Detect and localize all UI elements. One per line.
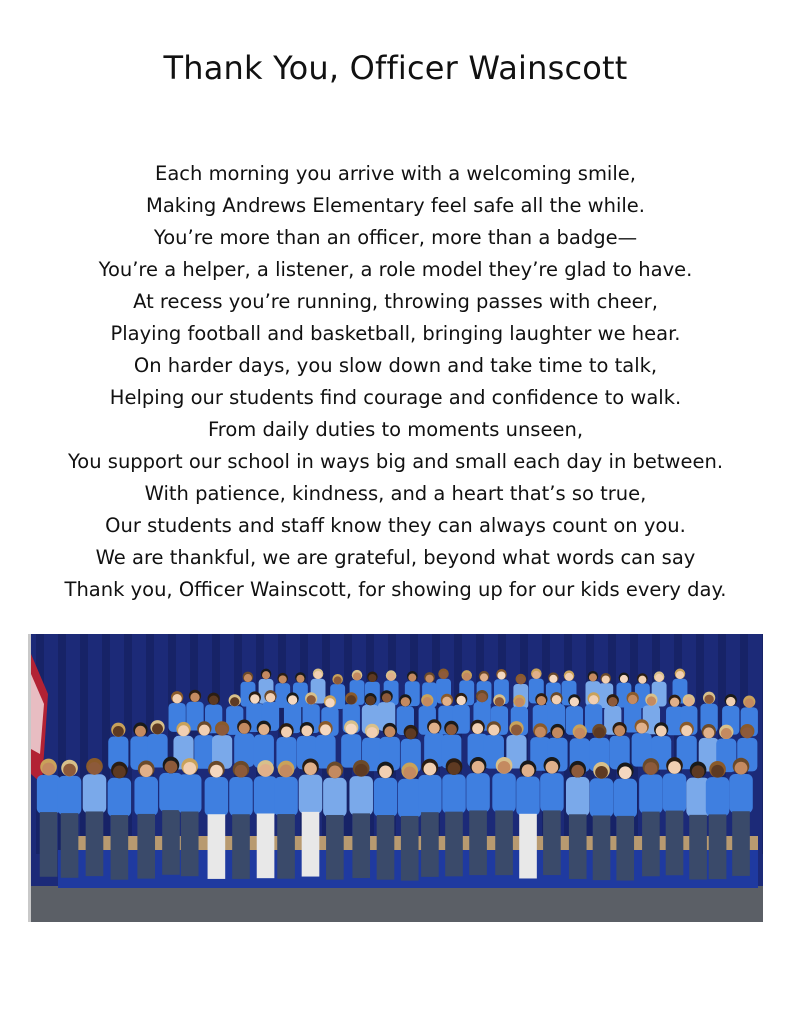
page-title: Thank You, Officer Wainscott: [163, 49, 628, 87]
person: [492, 757, 516, 875]
poem-line: Playing football and basketball, bringing laughter we hear.: [110, 322, 681, 345]
person: [442, 758, 466, 876]
poem-line: We are thankful, we are grateful, beyond what words can say: [95, 546, 696, 569]
person: [610, 722, 630, 769]
poem-line: You’re a helper, a listener, a role model they’re glad to have.: [98, 258, 693, 281]
poem-line: From daily duties to moments unseen,: [207, 418, 584, 441]
poem-line: On harder days, you slow down and take time to talk,: [133, 354, 658, 377]
person: [686, 761, 710, 879]
person: [299, 758, 323, 876]
person: [418, 759, 442, 877]
person: [37, 759, 61, 877]
person: [315, 721, 335, 768]
group-photo-illustration: [28, 634, 763, 922]
person: [229, 761, 253, 879]
person: [516, 760, 540, 878]
person: [274, 761, 298, 879]
person: [134, 761, 158, 879]
person: [83, 758, 107, 876]
person: [466, 757, 490, 875]
person: [540, 757, 564, 875]
person: [613, 762, 637, 880]
poem-line: Each morning you arrive with a welcoming smile,: [155, 162, 636, 185]
person: [639, 758, 663, 876]
person: [323, 762, 347, 880]
person: [194, 721, 214, 768]
poem-line: With patience, kindness, and a heart that’s so true,: [144, 482, 647, 505]
person: [58, 760, 82, 878]
poem-line: Helping our students find courage and confidence to walk.: [109, 386, 682, 409]
poem-line: Making Andrews Elementary feel safe all the while.: [146, 194, 645, 217]
person: [234, 720, 254, 767]
person: [398, 763, 422, 881]
person: [254, 760, 278, 878]
person: [374, 762, 398, 880]
person: [729, 758, 753, 876]
person: [349, 760, 373, 878]
person: [178, 758, 202, 876]
person: [205, 761, 229, 879]
person: [566, 761, 590, 879]
person: [590, 762, 614, 880]
person: [275, 673, 290, 708]
poem-line: Thank you, Officer Wainscott, for showing up for our kids every day.: [64, 578, 727, 601]
poem: [0, 158, 791, 606]
poem-line: At recess you’re running, throwing passes with cheer,: [133, 290, 658, 313]
poem-line: You support our school in ways big and small each day in between.: [67, 450, 724, 473]
person: [663, 757, 687, 875]
person: [159, 757, 183, 875]
poem-line: You’re more than an officer, more than a badge—: [153, 226, 638, 249]
person: [108, 762, 132, 880]
person: [706, 761, 730, 879]
poem-line: Our students and staff know they can always count on you.: [105, 514, 686, 537]
group-photo: [28, 634, 763, 922]
